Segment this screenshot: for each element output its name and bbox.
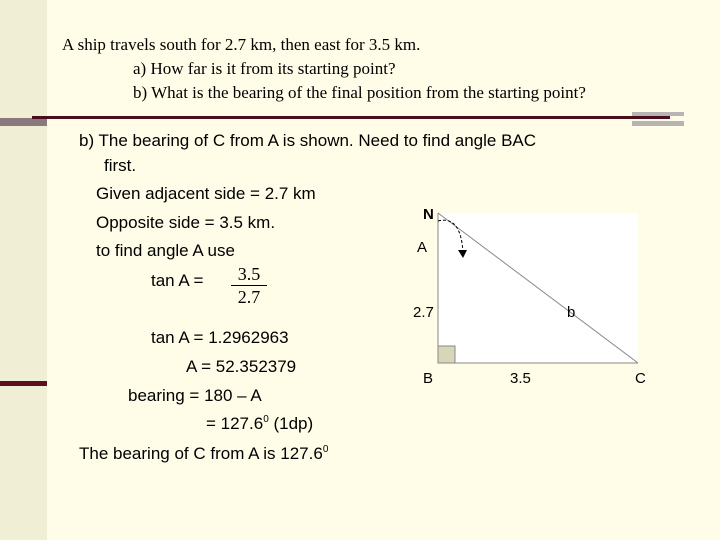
fraction-bar — [231, 285, 267, 286]
fraction-numerator: 3.5 — [237, 264, 261, 284]
slide-sidebar — [0, 0, 47, 540]
bearing-result — [206, 414, 313, 434]
vertex-a-label: A — [417, 239, 428, 256]
divider-accent-top — [632, 112, 684, 116]
degree-sup: 0 — [263, 414, 269, 425]
fraction-denominator: 2.7 — [237, 287, 261, 307]
sidebar-stripe-upper — [0, 118, 47, 126]
adjacent-side-text: Given adjacent side = 2.7 km — [96, 184, 316, 203]
solution-intro: b) The bearing of C from A is shown. Need to find angle BAC — [79, 131, 537, 150]
tan-value: tan A = 1.2962963 — [151, 328, 289, 347]
triangle-diagram — [403, 203, 663, 393]
tan-fraction — [231, 264, 267, 307]
right-angle-marker — [438, 346, 455, 363]
conclusion-degree-sup: 0 — [322, 444, 329, 455]
side-bc-label: 3.5 — [510, 370, 531, 387]
tan-formula-label: tan A = — [151, 271, 204, 290]
question-part-a: a) How far is it from its starting point? — [133, 59, 396, 78]
divider-accent-bottom — [632, 121, 684, 126]
question-line-1: A ship travels south for 2.7 km, then east for 3.5 km. — [62, 35, 421, 54]
triangle-svg — [403, 203, 663, 393]
method-text: to find angle A use — [96, 241, 235, 260]
north-label: N — [423, 206, 434, 223]
solution-intro-cont: first. — [104, 156, 137, 175]
bearing-result-suffix: (1dp) — [268, 414, 314, 433]
conclusion-text: The bearing of C from A is 127.6 — [79, 444, 323, 463]
vertex-c-label: C — [635, 370, 646, 387]
divider-line — [32, 116, 670, 119]
conclusion — [79, 444, 328, 464]
question-part-b: b) What is the bearing of the final position from the starting point? — [133, 83, 586, 102]
side-ab-label: 2.7 — [413, 304, 434, 321]
side-b-label: b — [567, 304, 576, 321]
sidebar-stripe-lower — [0, 381, 47, 386]
bearing-result-value: = 127.6 — [206, 414, 264, 433]
opposite-side-text: Opposite side = 3.5 km. — [96, 213, 276, 232]
bearing-formula: bearing = 180 – A — [128, 386, 262, 405]
vertex-b-label: B — [423, 370, 434, 387]
angle-value: A = 52.352379 — [186, 357, 297, 376]
